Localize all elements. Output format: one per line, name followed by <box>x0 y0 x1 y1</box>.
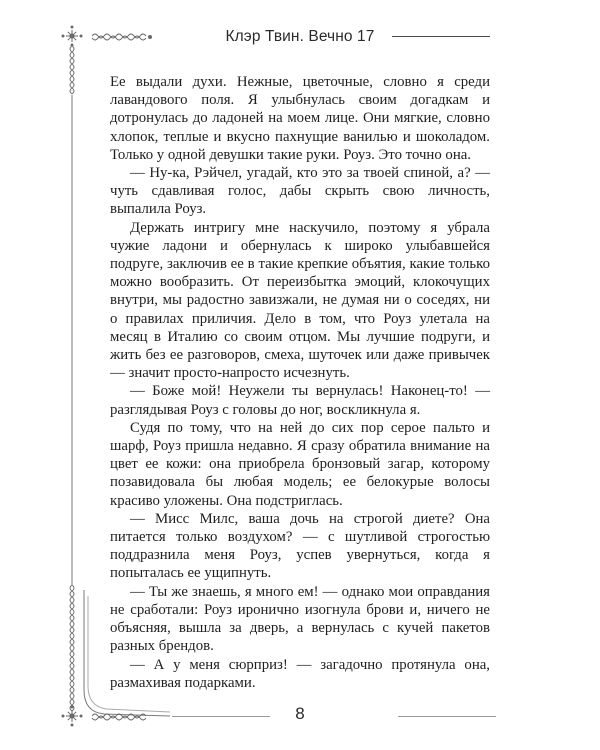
paragraph: — Ты же знаешь, я много ем! — однако мои оправдания не сработали: Роуз иронично изогнула брови и, ничего не объясняя, вышла за дверь, а вернулась с кучей пакетов разных брендов. <box>110 583 490 655</box>
paragraph: Держать интригу мне наскучило, поэтому я убрала чужие ладони и обернулась к широко улыбавшейся подруге, заключив ее в такие крепкие объятия, какие только можно вообразить. От переизбытка эмоций, клокочущих внутри, мы радостно завизжали, не думая ни о соседях, ни о правилах приличия. Дело в том, что Роуз улетала на месяц в Италию со своим отцом. Мы лучшие подруги, и жить без ее разговоров, смеха, шуточек или даже привычек — значит просто-напросто исчезнуть. <box>110 219 490 382</box>
footer-rule <box>398 716 496 717</box>
paragraph: — Боже мой! Неужели ты вернулась! Наконец-то! — разглядывая Роуз с головы до ног, воскликнула я. <box>110 383 490 418</box>
body-text <box>110 73 490 692</box>
running-title: Клэр Твин. Вечно 17 <box>225 28 375 45</box>
page-number: 8 <box>295 704 305 723</box>
paragraph: — Мисс Милс, ваша дочь на строгой диете? Она питается только воздухом? — с шутливой строгостью поддразнила меня Роуз, успев увернуться, когда я попыталась ее ущипнуть. <box>110 510 490 582</box>
paragraph: — Ну-ка, Рэйчел, угадай, кто это за твоей спиной, а? — чуть сдавливая голос, дабы скрыть свою личность, выпалила Роуз. <box>110 165 490 218</box>
paragraph: Ее выдали духи. Нежные, цветочные, словно я среди лавандового поля. Я улыбнулась своим догадкам и дотронулась до ладоней на моем лице. Они мягкие, словно хлопок, теплые и вкусно пахнущие ванилью и шоколадом. Только у одной девушки такие руки. Роуз. Это точно она. <box>110 74 490 163</box>
paragraph: — А у меня сюрприз! — загадочно протянула она, размахивая подарками. <box>110 656 490 691</box>
paragraph: Судя по тому, что на ней до сих пор серое пальто и шарф, Роуз пришла недавно. Я сразу обратила внимание на цвет ее кожи: она приобрела бронзовый загар, которому позавидовала бы любая модель; ее белокурые волосы красиво уложены. Она подстриглась. <box>110 419 490 509</box>
header-rule <box>392 36 490 37</box>
